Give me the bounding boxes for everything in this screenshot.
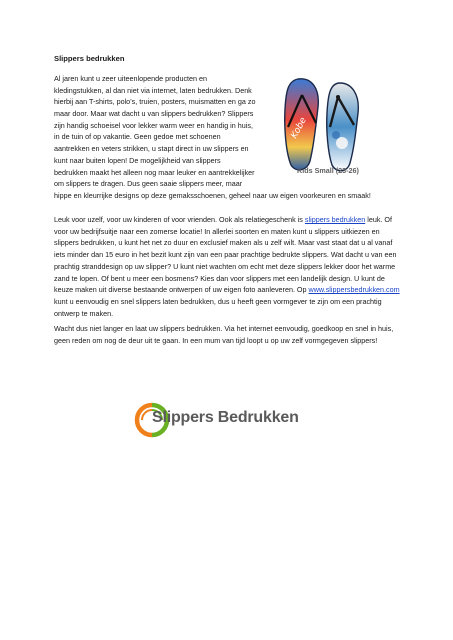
paragraph-text: leuk. Of voor uw bedrijfsuitje naar een zomerse locatie! In allerlei soorten en maten kunt u slippers uitkiezen en slippers bedrukken, u kunt het net zo duur en exclusief maken als u zelf wilt. Maar vast staat dat u al vanaf iets minder dan 15 euro in het bezit kunt zijn van een paar prachtige bedrukte slippers. Wat dacht u van een prachtig stranddesign op uw slipper? U kunt niet wachten om echt met deze slippers lekker door het warme zand te lopen. Of bent u meer een bosmens? Kies dan voor slippers met een landelijk design. U kunt de keuze maken uit diverse bestaande ontwerpen of uw eigen foto aanleveren. Op <box>54 215 397 295</box>
right-slipper <box>327 83 359 171</box>
paragraph-text: Leuk voor uzelf, voor uw kinderen of voor vrienden. Ook als relatiegeschenk is <box>54 215 305 224</box>
intro-line: hippe en kleurrijke designs op deze gemaksschoenen, geheel naar uw eigen voorkeuren en smaak! <box>54 190 371 200</box>
left-slipper <box>285 79 319 170</box>
body-paragraph-2 <box>54 214 402 319</box>
intro-line: kunt naar buiten lopen! De mogelijkheid van slippers <box>54 155 221 165</box>
website-link[interactable]: www.slippersbedrukken.com <box>308 285 400 295</box>
slippers-bedrukken-link[interactable]: slippers bedrukken <box>304 215 366 224</box>
intro-line: in de tuin of op vakantie. Geen gedoe met schoenen <box>54 132 221 142</box>
logo-wordmark: Slippers Bedrukken <box>152 409 299 426</box>
slipper-print-text: Kobe <box>289 115 309 141</box>
paragraph-text: kunt u eenvoudig en snel slippers laten bedrukken, dus u heeft geen vormgever te zijn om een prachtig ontwerp te maken. <box>54 296 382 318</box>
intro-line: bedrukken maakt het alleen nog maar leuker en aantrekkelijker <box>54 167 255 177</box>
intro-line: kledingstukken, al dan niet via internet, laten bedrukken. Denk <box>54 85 252 95</box>
intro-line: maar door. Maar wat dacht u van slippers bedrukken? Slippers <box>54 109 254 119</box>
intro-line: Al jaren kunt u zeer uiteenlopende producten en <box>54 74 208 83</box>
document-title: Slippers bedrukken <box>54 54 125 63</box>
intro-line: hierbij aan T-shirts, polo’s, truien, posters, muismatten en ga zo <box>54 97 256 107</box>
closing-paragraph: Wacht dus niet langer en laat uw slippers bedrukken. Via het internet eenvoudig, goedkoop en snel in huis, geen reden om nog de deur uit te gaan. In een mum van tijd loopt u op uw zelf vormgegeven slippers! <box>54 324 394 345</box>
flip-flops-image <box>276 73 368 179</box>
intro-line: om slippers te dragen. Dus geen saaie slippers meer, maar <box>54 179 243 189</box>
product-caption: Kids Small (23-26) <box>297 166 359 175</box>
intro-line: aantrekken en veters strikken, u stapt direct in uw slippers en <box>54 144 249 154</box>
intro-line: zijn handig schoeisel voor lekker warm weer en handig in huis, <box>54 120 253 130</box>
